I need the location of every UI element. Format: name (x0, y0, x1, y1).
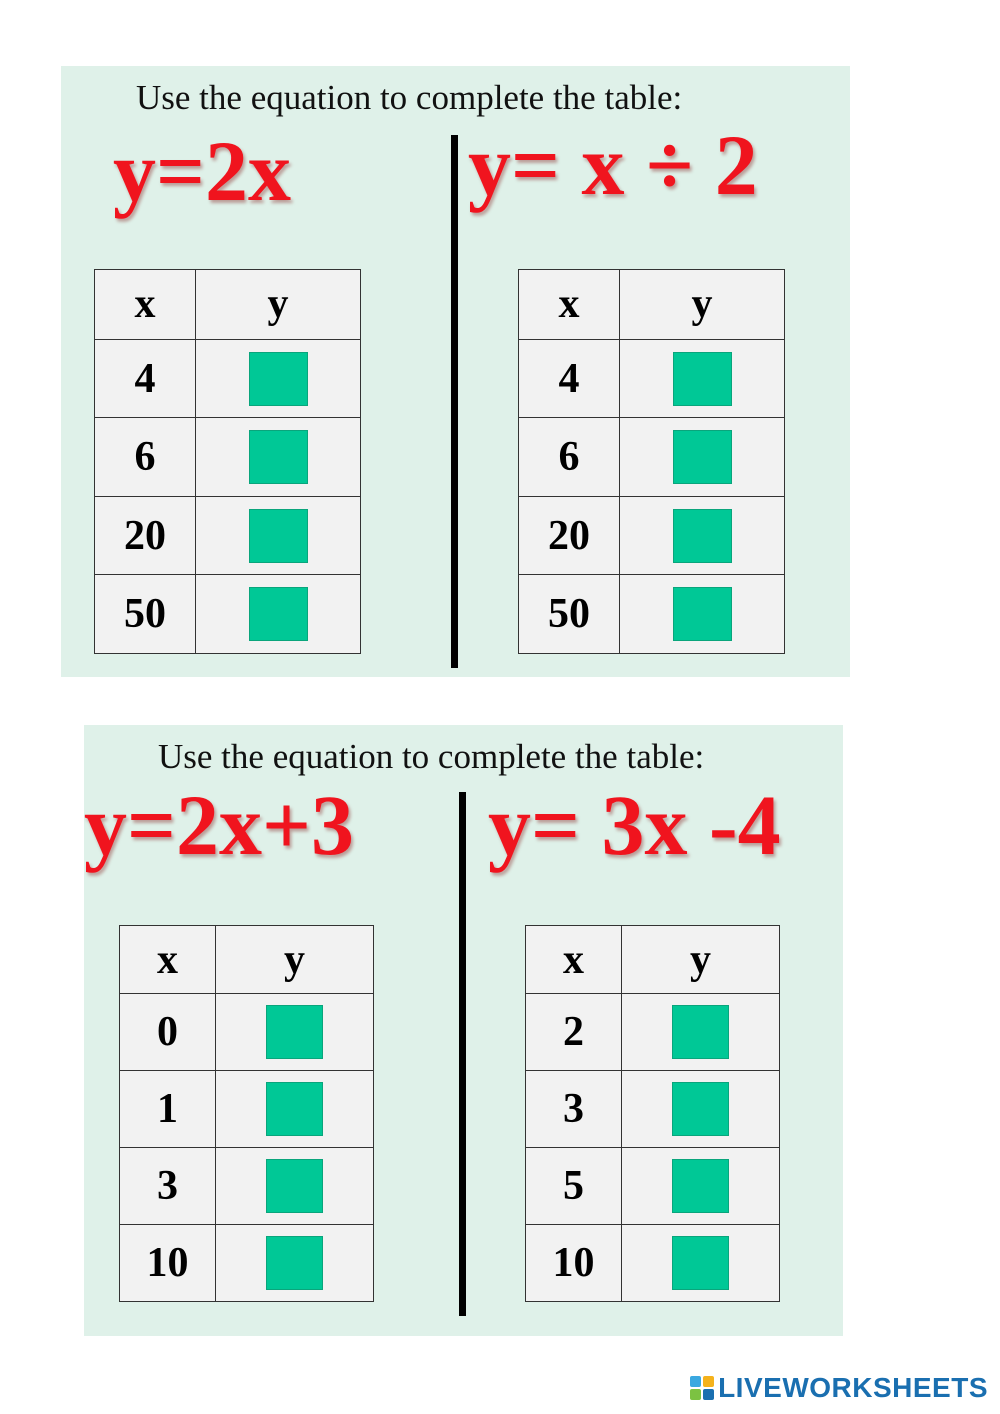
x-value: 1 (120, 1071, 216, 1148)
table-row (95, 575, 361, 654)
answer-box[interactable] (673, 509, 732, 563)
section-divider (459, 792, 466, 1316)
header-y: y (196, 270, 361, 340)
y-cell (622, 1071, 780, 1148)
table-row (519, 575, 785, 654)
answer-box[interactable] (249, 509, 308, 563)
header-y: y (216, 926, 374, 994)
table-header-row (526, 926, 780, 994)
liveworksheets-logo[interactable] (690, 1372, 988, 1404)
table-row (526, 1071, 780, 1148)
table-header-row (95, 270, 361, 340)
table-header-row (519, 270, 785, 340)
answer-box[interactable] (266, 1082, 323, 1136)
section-divider (451, 135, 458, 668)
y-cell (620, 575, 785, 654)
answer-box[interactable] (266, 1236, 323, 1290)
table-row (526, 1148, 780, 1225)
y-cell (216, 1071, 374, 1148)
table-1-left (94, 269, 361, 654)
table-row (120, 1071, 374, 1148)
logo-text: LIVEWORKSHEETS (718, 1372, 988, 1403)
header-y: y (622, 926, 780, 994)
x-value: 3 (120, 1148, 216, 1225)
x-value: 5 (526, 1148, 622, 1225)
answer-box[interactable] (672, 1005, 729, 1059)
answer-box[interactable] (266, 1005, 323, 1059)
y-cell (196, 496, 361, 575)
answer-box[interactable] (249, 352, 308, 406)
answer-box[interactable] (672, 1236, 729, 1290)
table-row (95, 496, 361, 575)
x-value: 20 (95, 496, 196, 575)
x-value: 50 (95, 575, 196, 654)
answer-box[interactable] (266, 1159, 323, 1213)
table-2-right (525, 925, 780, 1302)
answer-box[interactable] (672, 1082, 729, 1136)
x-value: 50 (519, 575, 620, 654)
equation-1-right: y= x ÷ 2 (468, 117, 758, 213)
answer-box[interactable] (673, 587, 732, 641)
y-cell (620, 339, 785, 418)
equation-1-left: y=2x (113, 123, 292, 219)
header-x: x (120, 926, 216, 994)
answer-box[interactable] (672, 1159, 729, 1213)
y-cell (622, 994, 780, 1071)
table-row (120, 1148, 374, 1225)
x-value: 3 (526, 1071, 622, 1148)
table-1-right (518, 269, 785, 654)
header-x: x (95, 270, 196, 340)
equation-2-left: y=2x+3 (84, 777, 355, 873)
y-cell (196, 418, 361, 497)
x-value: 6 (519, 418, 620, 497)
answer-box[interactable] (673, 430, 732, 484)
liveworksheets-grid-icon (690, 1376, 714, 1400)
table-header-row (120, 926, 374, 994)
table-2-left (119, 925, 374, 1302)
table-row (519, 496, 785, 575)
x-value: 4 (95, 339, 196, 418)
table-row (120, 1225, 374, 1302)
table-row (526, 994, 780, 1071)
y-cell (216, 994, 374, 1071)
answer-box[interactable] (249, 430, 308, 484)
table-row (120, 994, 374, 1071)
x-value: 20 (519, 496, 620, 575)
x-value: 4 (519, 339, 620, 418)
header-x: x (519, 270, 620, 340)
y-cell (216, 1148, 374, 1225)
y-cell (620, 496, 785, 575)
x-value: 2 (526, 994, 622, 1071)
header-y: y (620, 270, 785, 340)
x-value: 6 (95, 418, 196, 497)
y-cell (622, 1148, 780, 1225)
table-row (519, 339, 785, 418)
y-cell (196, 575, 361, 654)
table-row (526, 1225, 780, 1302)
x-value: 10 (526, 1225, 622, 1302)
answer-box[interactable] (249, 587, 308, 641)
y-cell (620, 418, 785, 497)
y-cell (196, 339, 361, 418)
instruction-text: Use the equation to complete the table: (158, 737, 705, 776)
header-x: x (526, 926, 622, 994)
instruction-text: Use the equation to complete the table: (136, 78, 683, 117)
table-row (95, 339, 361, 418)
answer-box[interactable] (673, 352, 732, 406)
table-row (519, 418, 785, 497)
equation-2-right: y= 3x -4 (488, 777, 781, 873)
y-cell (216, 1225, 374, 1302)
x-value: 0 (120, 994, 216, 1071)
x-value: 10 (120, 1225, 216, 1302)
y-cell (622, 1225, 780, 1302)
table-row (95, 418, 361, 497)
